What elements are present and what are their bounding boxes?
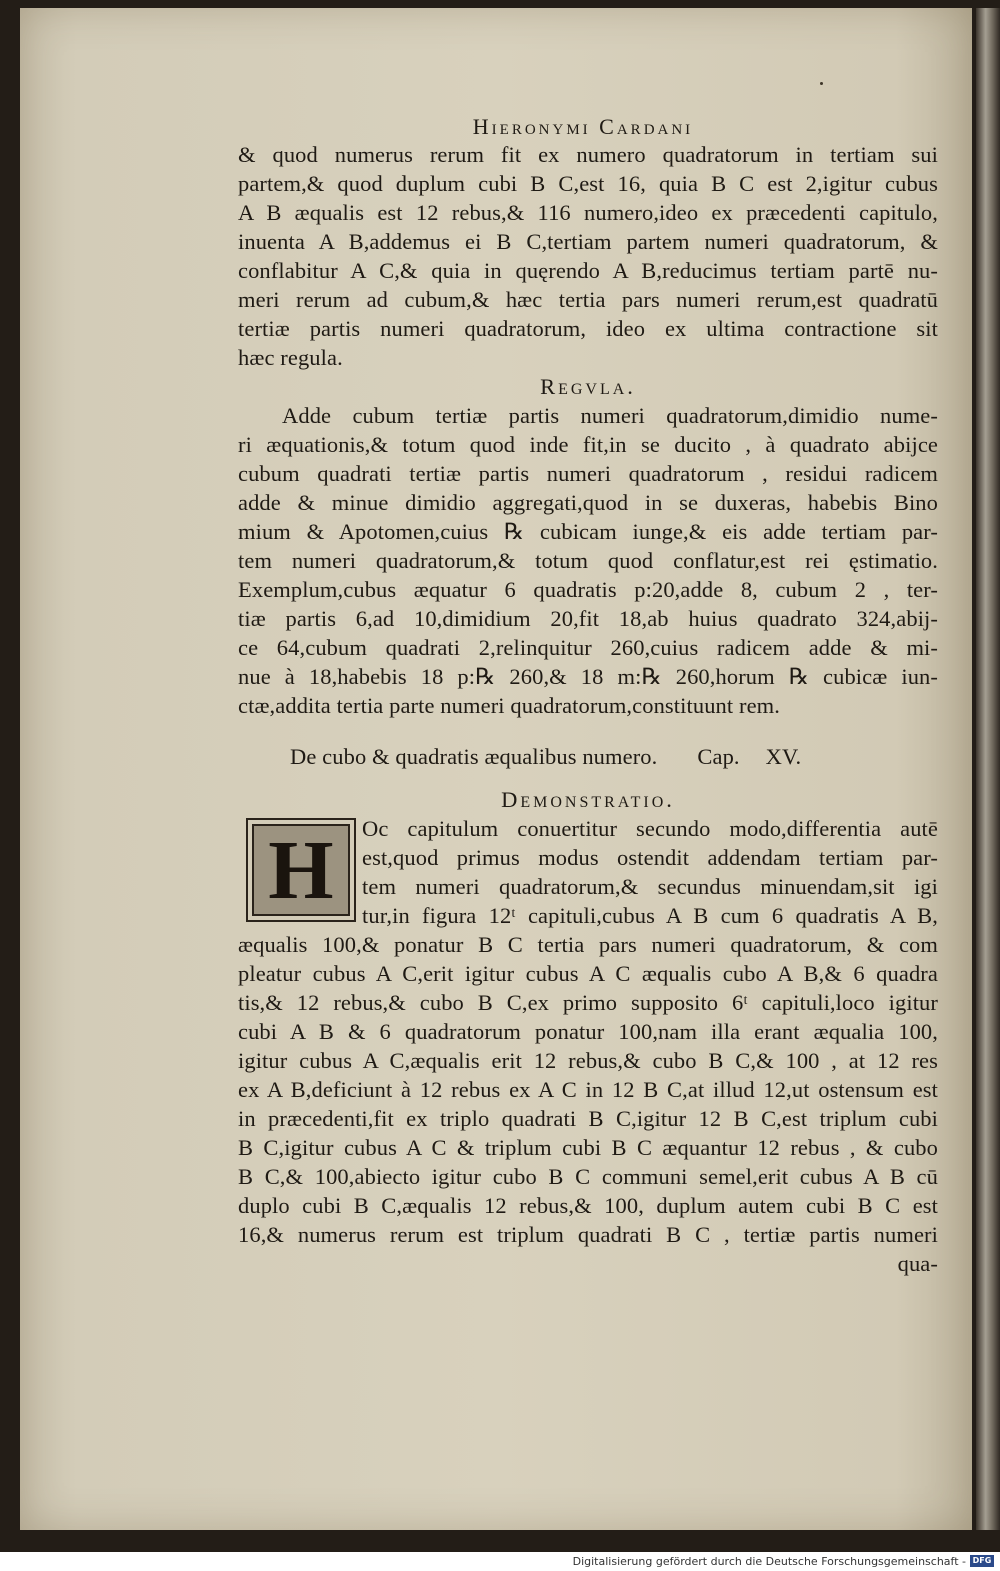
dfg-logo-icon: DFG (970, 1555, 994, 1567)
text-line: est,quod primus modus ostendit addendam tertiam par- (362, 845, 938, 870)
text-line: mium & Apotomen,cuius ℞ cubicam iunge,& eis adde tertiam par- (238, 519, 938, 544)
text-line: in præcedenti,fit ex triplo quadrati B C,igitur 12 B C,est triplum cubi (238, 1106, 938, 1131)
text-line: cubi A B & 6 quadratorum ponatur 100,nam illa erant æqualia 100, (238, 1019, 938, 1044)
text-line: Oc capitulum conuertitur secundo modo,differentia autē (362, 816, 938, 841)
chapter-title (238, 742, 938, 771)
text-line: tiæ partis 6,ad 10,dimidium 20,fit 18,ab huius quadrato 324,abij- (238, 606, 938, 631)
text-line: inuenta A B,addemus ei B C,tertiam partem numeri quadratorum, & (238, 229, 938, 254)
page-text (238, 110, 938, 1278)
text-line: tem numeri quadratorum,& totum quod conflatur,est rei ęstimatio. (238, 548, 938, 573)
text-line: tem numeri quadratorum,& secundus minuendam,sit igi (362, 874, 938, 899)
text-line: Exemplum,cubus æquatur 6 quadratis p:20,adde 8, cubum 2 , ter- (238, 577, 938, 602)
text-line: B C,& 100,abiecto igitur cubo B C communi semel,erit cubus A B cū (238, 1164, 938, 1189)
footer-credit: Digitalisierung gefördert durch die Deutsche Forschungsgemeinschaft - (572, 1555, 966, 1568)
text-line: nue à 18,habebis 18 p:℞ 260,& 18 m:℞ 260,horum ℞ cubicæ iun- (238, 664, 938, 689)
page-edge (976, 8, 1000, 1530)
text-line: ce 64,cubum quadrati 2,relinquitur 260,cuius radicem adde & mi- (238, 635, 938, 660)
page-speck (820, 82, 823, 85)
chapter-number: XV. (765, 744, 802, 769)
text-line: & quod numerus rerum fit ex numero quadratorum in tertiam sui (238, 142, 938, 167)
text-line: pleatur cubus A C,erit igitur cubus A C æqualis cubo A B,& 6 quadra (238, 961, 938, 986)
running-head: Hieronymi Cardani (472, 114, 694, 139)
chapter-title-text: De cubo & quadratis æqualibus numero. (290, 744, 658, 769)
decorated-initial: H (246, 818, 356, 922)
paragraph-demonstratio (238, 814, 938, 1278)
text-line: æqualis 100,& ponatur B C tertia pars numeri quadratorum, & com (238, 932, 938, 957)
text-line: duplo cubi B C,æqualis 12 rebus,& 100, duplum autem cubi B C est (238, 1193, 938, 1218)
text-line: Adde cubum tertiæ partis numeri quadratorum,dimidio nume- (282, 403, 938, 428)
text-line: tertiæ partis numeri quadratorum, ideo ex ultima contractione sit (238, 316, 938, 341)
text-line: hæc regula. (238, 345, 343, 370)
regula-heading: Regvla. (540, 374, 636, 399)
text-line: ctæ,addita tertia parte numeri quadratorum,constituunt rem. (238, 693, 780, 718)
paragraph-intro (238, 140, 938, 372)
paragraph-regula (238, 401, 938, 720)
text-line: tur,in figura 12ᵗ capituli,cubus A B cum 6 quadratis A B, (362, 903, 938, 928)
text-line: ri æquationis,& totum quod inde fit,in se ducito , à quadrato abijce (238, 432, 938, 457)
text-line: adde & minue dimidio aggregati,quod in se duxeras, habebis Bino (238, 490, 938, 515)
text-line: igitur cubus A C,æqualis erit 12 rebus,& cubo B C,& 100 , at 12 res (238, 1048, 938, 1073)
text-line: meri rerum ad cubum,& hæc tertia pars numeri rerum,est quadratū (238, 287, 938, 312)
text-line: conflabitur A C,& quia in quęrendo A B,reducimus tertiam partē nu- (238, 258, 938, 283)
demonstratio-heading: Demonstratio. (501, 787, 675, 812)
text-line: 16,& numerus rerum est triplum quadrati B C , tertiæ partis numeri (238, 1222, 938, 1247)
text-line: B C,igitur cubus A C & triplum cubi B C æquantur 12 rebus , & cubo (238, 1135, 938, 1160)
text-line: tis,& 12 rebus,& cubo B C,ex primo supposito 6ᵗ capituli,loco igitur (238, 990, 938, 1015)
text-line: partem,& quod duplum cubi B C,est 16, quia B C est 2,igitur cubus (238, 171, 938, 196)
text-line: cubum quadrati tertiæ partis numeri quadratorum , residui radicem (238, 461, 938, 486)
text-line: A B æqualis est 12 rebus,& 116 numero,ideo ex præcedenti capitulo, (238, 200, 938, 225)
catchword: qua- (897, 1251, 938, 1276)
text-line: ex A B,deficiunt à 12 rebus ex A C in 12 B C,at illud 12,ut ostensum est (238, 1077, 938, 1102)
footer-bar (0, 1552, 1000, 1571)
chapter-cap-label: Cap. (697, 744, 740, 769)
